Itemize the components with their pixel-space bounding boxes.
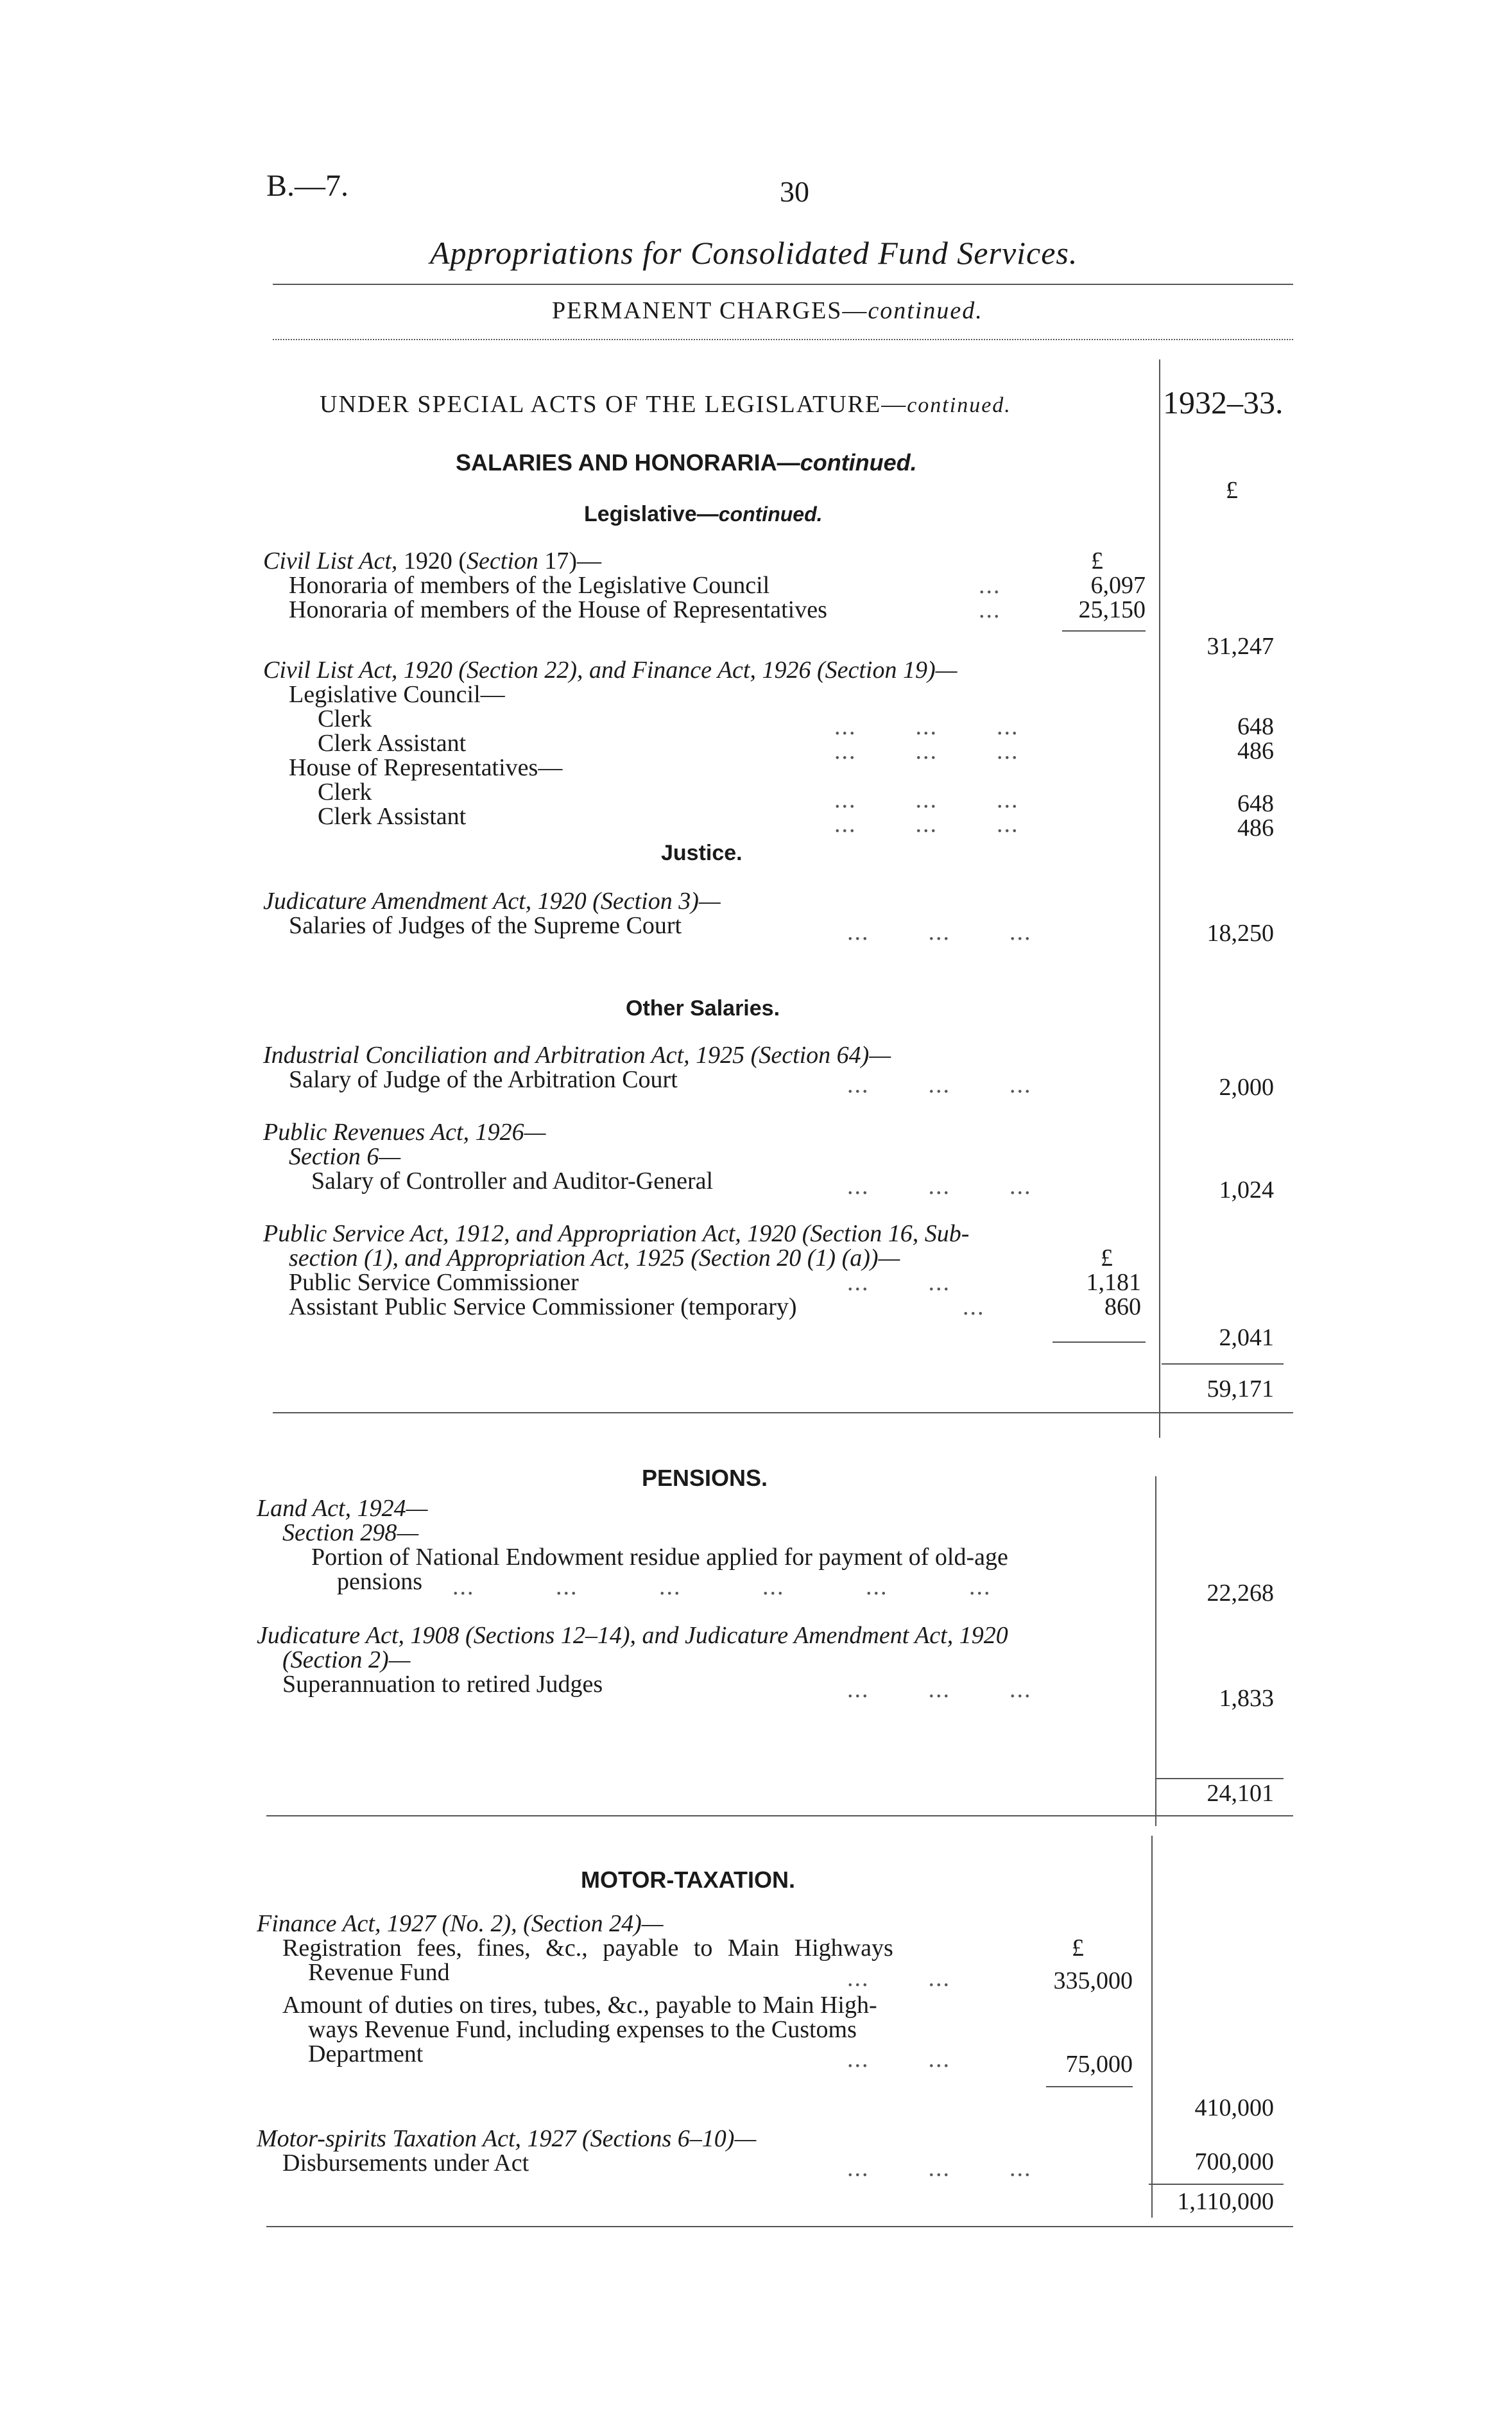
subtitle-main: PERMANENT CHARGES— bbox=[552, 297, 868, 324]
legislative-council-label: Legislative Council— bbox=[289, 681, 505, 708]
honoraria-house-label: Honoraria of members of the House of Representatives bbox=[289, 596, 827, 623]
judges-salaries-value: 18,250 bbox=[1207, 920, 1274, 947]
leader-dots: ... ... ... bbox=[847, 918, 1032, 945]
house-clerk-label: Clerk bbox=[318, 779, 372, 806]
national-endowment-label-2: pensions bbox=[337, 1568, 422, 1595]
column-divider-3 bbox=[1151, 1836, 1153, 2218]
section-header-continued: continued. bbox=[907, 393, 1011, 417]
public-service-currency: £ bbox=[1101, 1245, 1113, 1272]
superannuation-label: Superannuation to retired Judges bbox=[282, 1671, 603, 1698]
subtitle-rule bbox=[273, 339, 1293, 340]
other-salaries-heading: Other Salaries. bbox=[626, 996, 780, 1021]
title-rule bbox=[273, 284, 1293, 285]
leader-dots: ... bbox=[979, 572, 1001, 599]
disbursements-label: Disbursements under Act bbox=[282, 2150, 529, 2177]
subtotal-rule bbox=[1046, 2086, 1133, 2087]
legislative-heading bbox=[584, 502, 823, 527]
national-endowment-label-1: Portion of National Endowment residue applied for payment of old-age bbox=[311, 1544, 1008, 1571]
assistant-commissioner-label: Assistant Public Service Commissioner (temporary) bbox=[289, 1293, 797, 1320]
council-clerk-value: 648 bbox=[1237, 713, 1274, 740]
house-clerk-assistant-label: Clerk Assistant bbox=[318, 803, 467, 830]
honoraria-council-label: Honoraria of members of the Legislative Council bbox=[289, 572, 770, 599]
salaries-heading-continued: continued. bbox=[800, 449, 917, 476]
pensions-total: 24,101 bbox=[1207, 1780, 1274, 1807]
duties-label-1: Amount of duties on tires, tubes, &c., payable to Main High- bbox=[282, 1992, 877, 2019]
house-label: House of Representatives— bbox=[289, 754, 563, 781]
year-column-header: 1932–33. bbox=[1163, 384, 1284, 420]
registration-fees-label-2: Revenue Fund bbox=[308, 1959, 450, 1986]
legislative-heading-main: Legislative— bbox=[584, 502, 719, 526]
arbitration-judge-label: Salary of Judge of the Arbitration Court bbox=[289, 1066, 678, 1093]
total-rule bbox=[1149, 2184, 1284, 2185]
subtotal-rule bbox=[1062, 630, 1146, 632]
page-number: 30 bbox=[780, 175, 809, 208]
council-clerk-assistant-value: 486 bbox=[1237, 737, 1274, 764]
column-divider-2 bbox=[1155, 1476, 1156, 1826]
registration-fees-label-1: Registration fees, fines, &c., payable to Main Highways bbox=[282, 1935, 893, 1962]
disbursements-value: 700,000 bbox=[1194, 2148, 1274, 2175]
duties-label-2: ways Revenue Fund, including expenses to the Customs bbox=[308, 2016, 857, 2043]
subtotal-rule bbox=[1052, 1341, 1146, 1343]
leader-dots: ... bbox=[979, 596, 1001, 623]
pensions-heading: PENSIONS. bbox=[642, 1465, 768, 1491]
civil-list-17-act-name: Civil List Act, bbox=[263, 548, 398, 574]
leader-dots: ... ... bbox=[847, 1965, 950, 1992]
honoraria-council-value: 6,097 bbox=[1090, 572, 1146, 599]
salaries-grand-total: 59,171 bbox=[1207, 1376, 1274, 1402]
section-header-main: UNDER SPECIAL ACTS OF THE LEGISLATURE— bbox=[320, 391, 907, 418]
ica-act: Industrial Conciliation and Arbitration Act, 1925 (Section 64)— bbox=[263, 1042, 891, 1069]
civil-list-17-section-number: 17)— bbox=[538, 548, 602, 574]
house-clerk-value: 648 bbox=[1237, 790, 1274, 817]
motor-taxation-total: 1,110,000 bbox=[1177, 2188, 1274, 2215]
council-clerk-assistant-label: Clerk Assistant bbox=[318, 730, 467, 757]
page-reference: B.—7. bbox=[266, 169, 349, 203]
assistant-commissioner-value: 860 bbox=[1104, 1293, 1141, 1320]
leader-dots: ... ... bbox=[847, 2046, 950, 2073]
leader-dots: ... ... ... bbox=[834, 713, 1019, 740]
honoraria-house-value: 25,150 bbox=[1078, 596, 1146, 623]
year-currency: £ bbox=[1226, 477, 1238, 504]
legislative-heading-continued: continued. bbox=[718, 503, 823, 526]
finance-act-subtotal: 410,000 bbox=[1194, 2094, 1274, 2121]
land-act-section: Section 298— bbox=[282, 1519, 419, 1546]
house-clerk-assistant-value: 486 bbox=[1237, 815, 1274, 841]
public-service-act-line1: Public Service Act, 1912, and Appropriation Act, 1920 (Section 16, Sub- bbox=[263, 1220, 970, 1247]
salaries-heading-main: SALARIES AND HONORARIA— bbox=[456, 449, 800, 476]
registration-fees-value: 335,000 bbox=[1053, 1967, 1133, 1994]
public-revenues-section: Section 6— bbox=[289, 1143, 401, 1170]
total-rule bbox=[1162, 1363, 1284, 1365]
leader-dots: ... ... ... bbox=[847, 2155, 1032, 2182]
leader-dots: ... ... ... bbox=[834, 737, 1019, 764]
duties-value: 75,000 bbox=[1065, 2051, 1133, 2078]
judges-salaries-label: Salaries of Judges of the Supreme Court bbox=[289, 912, 682, 939]
section-header bbox=[320, 390, 1011, 418]
civil-list-17-section-label: Section bbox=[467, 548, 538, 574]
duties-label-3: Department bbox=[308, 2040, 424, 2067]
public-service-commissioner-label: Public Service Commissioner bbox=[289, 1269, 579, 1296]
public-service-act-line2: section (1), and Appropriation Act, 1925 (Section 20 (1) (a))— bbox=[289, 1245, 900, 1272]
page-subtitle bbox=[552, 297, 983, 325]
civil-list-17-currency: £ bbox=[1091, 548, 1103, 574]
civil-list-22-act: Civil List Act, 1920 (Section 22), and Finance Act, 1926 (Section 19)— bbox=[263, 657, 958, 684]
subtitle-continued: continued. bbox=[868, 297, 983, 324]
leader-dots: ... ... bbox=[847, 1269, 950, 1296]
controller-auditor-label: Salary of Controller and Auditor-General bbox=[311, 1168, 714, 1194]
motor-currency: £ bbox=[1072, 1935, 1084, 1962]
public-service-total: 2,041 bbox=[1219, 1324, 1274, 1351]
motor-spirits-act: Motor-spirits Taxation Act, 1927 (Sections 6–10)— bbox=[257, 2125, 757, 2152]
civil-list-17-act-year: 1920 ( bbox=[397, 548, 467, 574]
civil-list-17-total: 31,247 bbox=[1207, 633, 1274, 660]
public-revenues-act: Public Revenues Act, 1926— bbox=[263, 1119, 546, 1146]
leader-dots: ... ... ... bbox=[834, 811, 1019, 838]
judicature-act-line1: Judicature Act, 1908 (Sections 12–14), and Judicature Amendment Act, 1920 bbox=[257, 1622, 1008, 1649]
arbitration-judge-value: 2,000 bbox=[1219, 1074, 1274, 1101]
judicature-amendment-act: Judicature Amendment Act, 1920 (Section 3)— bbox=[263, 888, 721, 915]
section-rule bbox=[273, 1412, 1293, 1413]
leader-dots: ... ... ... ... ... ... bbox=[452, 1573, 992, 1600]
judicature-act-line2: (Section 2)— bbox=[282, 1646, 411, 1673]
page-title: Appropriations for Consolidated Fund Services. bbox=[430, 235, 1078, 271]
leader-dots: ... bbox=[963, 1293, 985, 1320]
land-act: Land Act, 1924— bbox=[257, 1495, 428, 1522]
superannuation-value: 1,833 bbox=[1219, 1685, 1274, 1712]
leader-dots: ... ... ... bbox=[847, 1676, 1032, 1703]
salaries-heading bbox=[456, 449, 917, 476]
controller-auditor-value: 1,024 bbox=[1219, 1177, 1274, 1203]
justice-heading: Justice. bbox=[661, 841, 743, 865]
section-rule bbox=[266, 1815, 1293, 1816]
leader-dots: ... ... ... bbox=[847, 1071, 1032, 1098]
column-divider-1 bbox=[1159, 359, 1160, 1438]
leader-dots: ... ... ... bbox=[847, 1173, 1032, 1200]
finance-act: Finance Act, 1927 (No. 2), (Section 24)— bbox=[257, 1910, 664, 1937]
section-rule bbox=[266, 2226, 1293, 2227]
council-clerk-label: Clerk bbox=[318, 705, 372, 732]
national-endowment-value: 22,268 bbox=[1207, 1580, 1274, 1607]
motor-taxation-heading: MOTOR-TAXATION. bbox=[581, 1867, 795, 1893]
leader-dots: ... ... ... bbox=[834, 786, 1019, 813]
public-service-commissioner-value: 1,181 bbox=[1086, 1269, 1141, 1296]
